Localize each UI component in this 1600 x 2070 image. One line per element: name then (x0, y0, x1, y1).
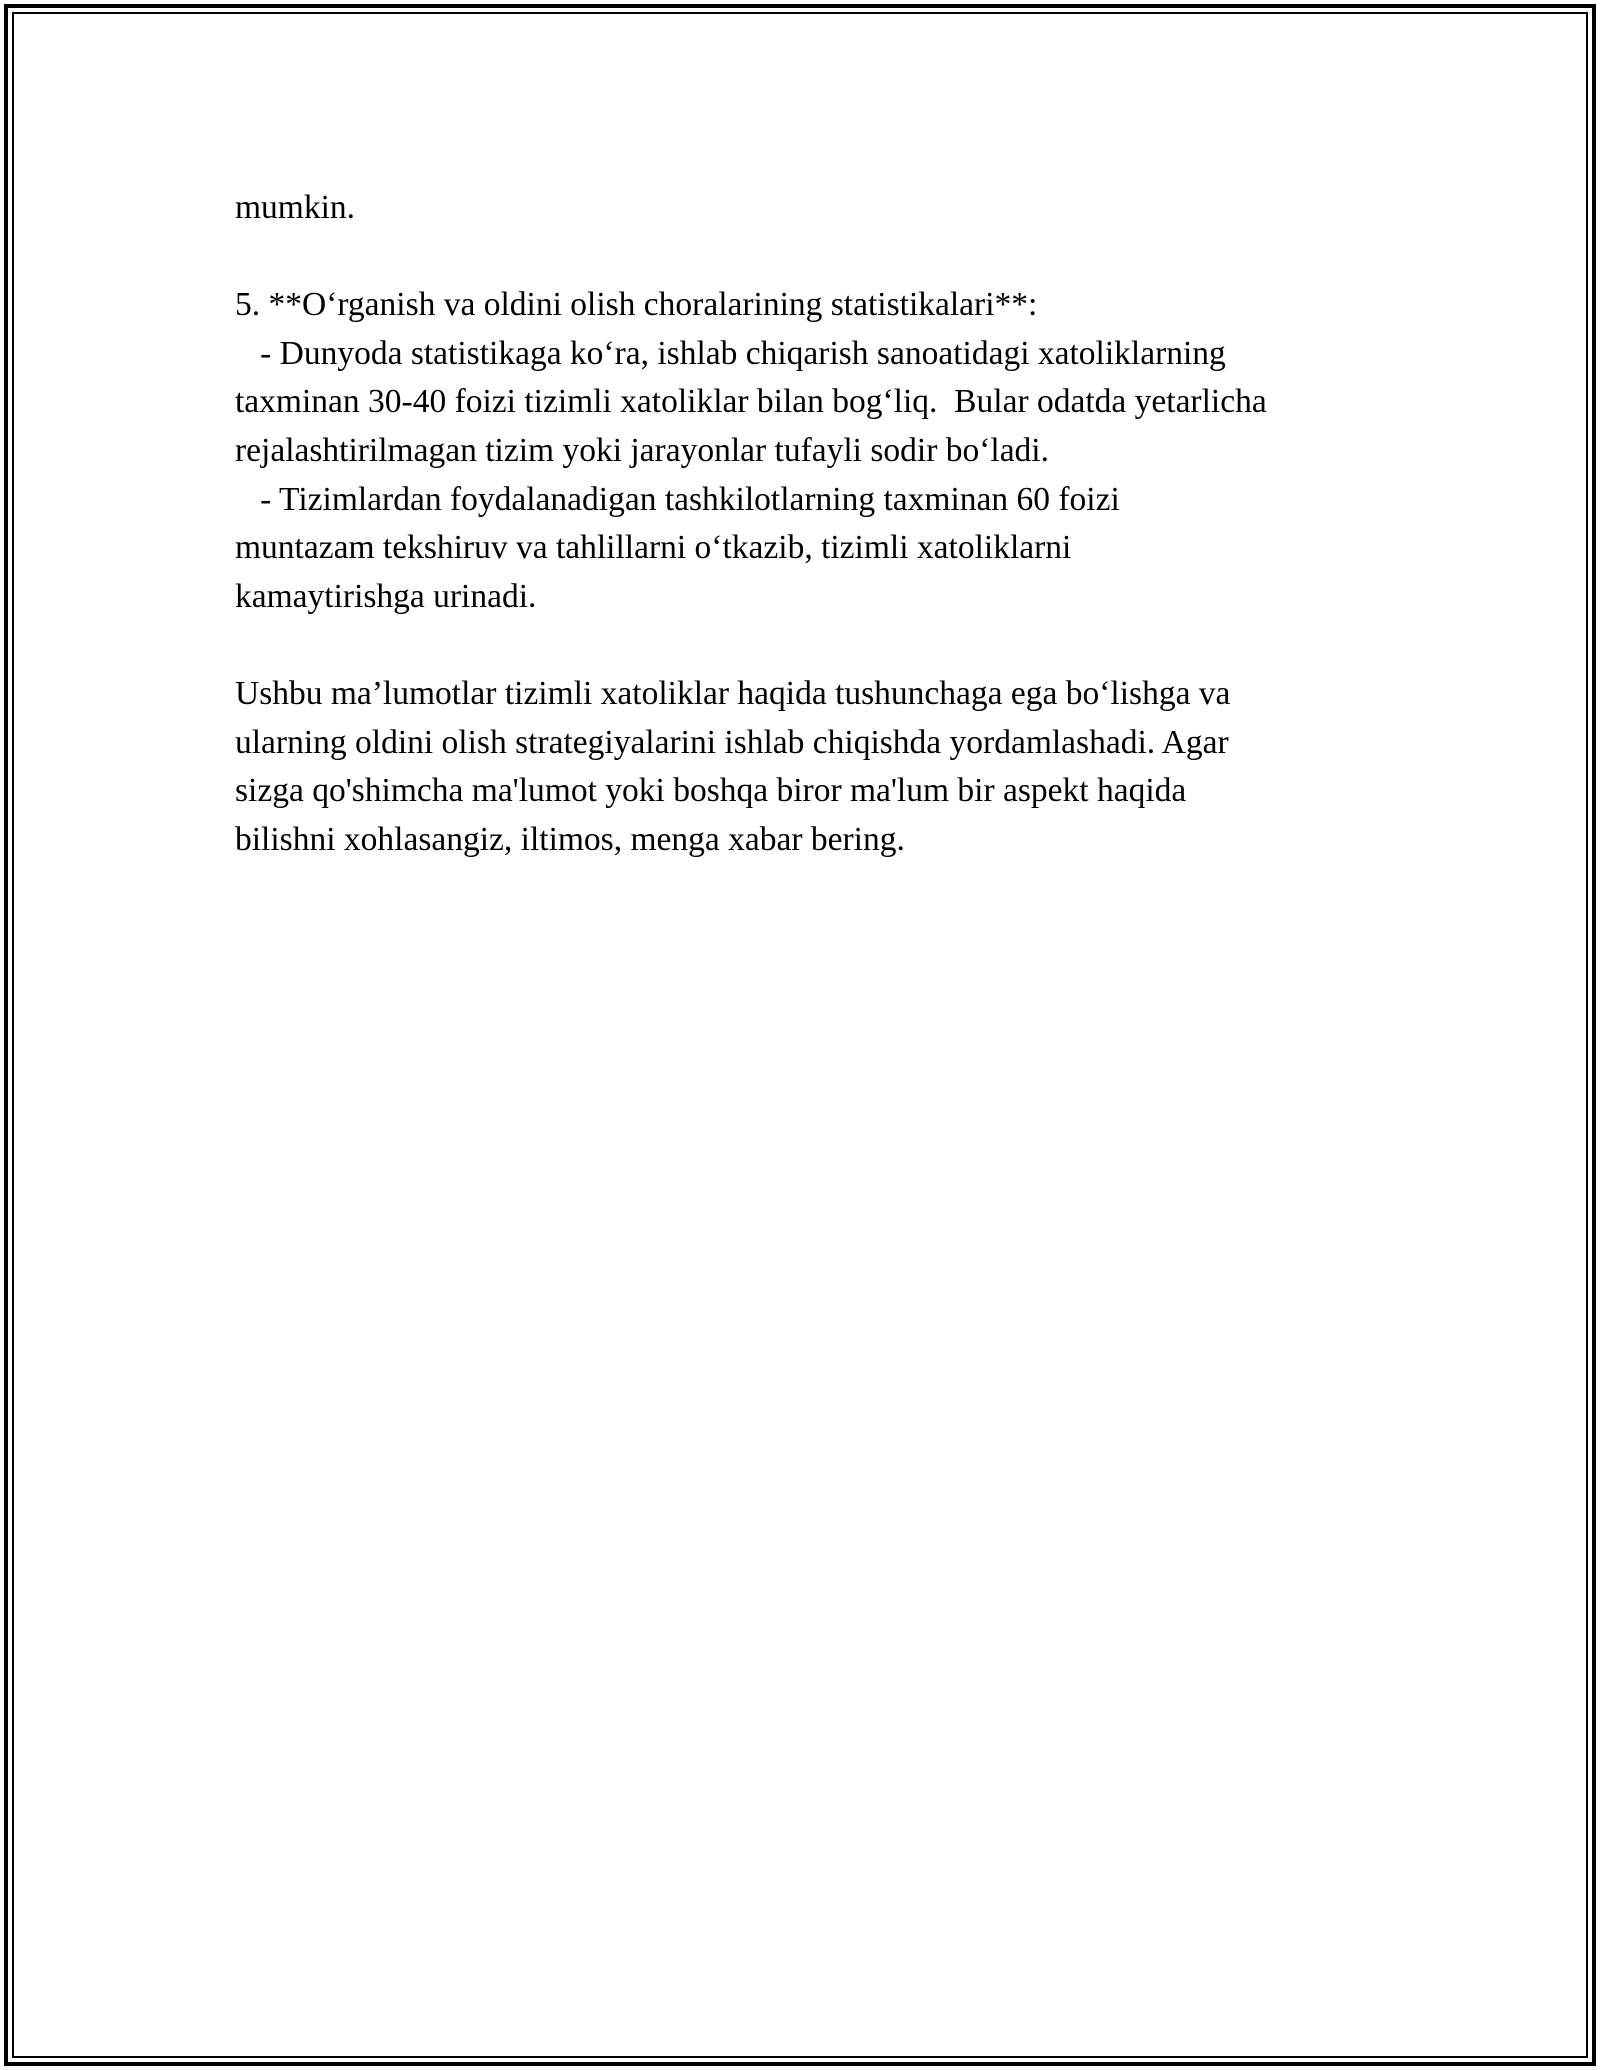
section-heading: 5. **Oʻrganish va oldini olish choralarining statistikalari**: (235, 286, 1038, 324)
text-line: Ushbu ma’lumotlar tizimli xatoliklar haqida tushunchaga ega boʻlishga va (235, 674, 1231, 712)
text-line: taxminan 30-40 foizi tizimli xatoliklar bilan bogʻliq. Bular odatda yetarlicha (235, 383, 1267, 421)
text-line: - Dunyoda statistikaga koʻra, ishlab chiqarish sanoatidagi xatoliklarning (235, 334, 1226, 372)
text-line: kamaytirishga urinadi. (235, 577, 537, 615)
paragraph-gap (235, 621, 1415, 670)
text-line: mumkin. (235, 189, 356, 226)
text-line: - Tizimlardan foydalanadigan tashkilotlarning taxminan 60 foizi (235, 480, 1120, 518)
text-line: sizga qo'shimcha ma'lumot yoki boshqa biror ma'lum bir aspekt haqida (235, 772, 1187, 810)
text-line: ularning oldini olish strategiyalarini ishlab chiqishda yordamlashadi. Agar (235, 723, 1229, 761)
text-line: rejalashtirilmagan tizim yoki jarayonlar tufayli sodir boʻladi. (235, 431, 1049, 469)
text-line: bilishni xohlasangiz, iltimos, menga xabar bering. (235, 820, 905, 858)
paragraph-gap (235, 233, 1415, 282)
text-line: muntazam tekshiruv va tahlillarni oʻtkazib, tizimli xatoliklarni (235, 529, 1072, 567)
document-body (235, 184, 1415, 864)
